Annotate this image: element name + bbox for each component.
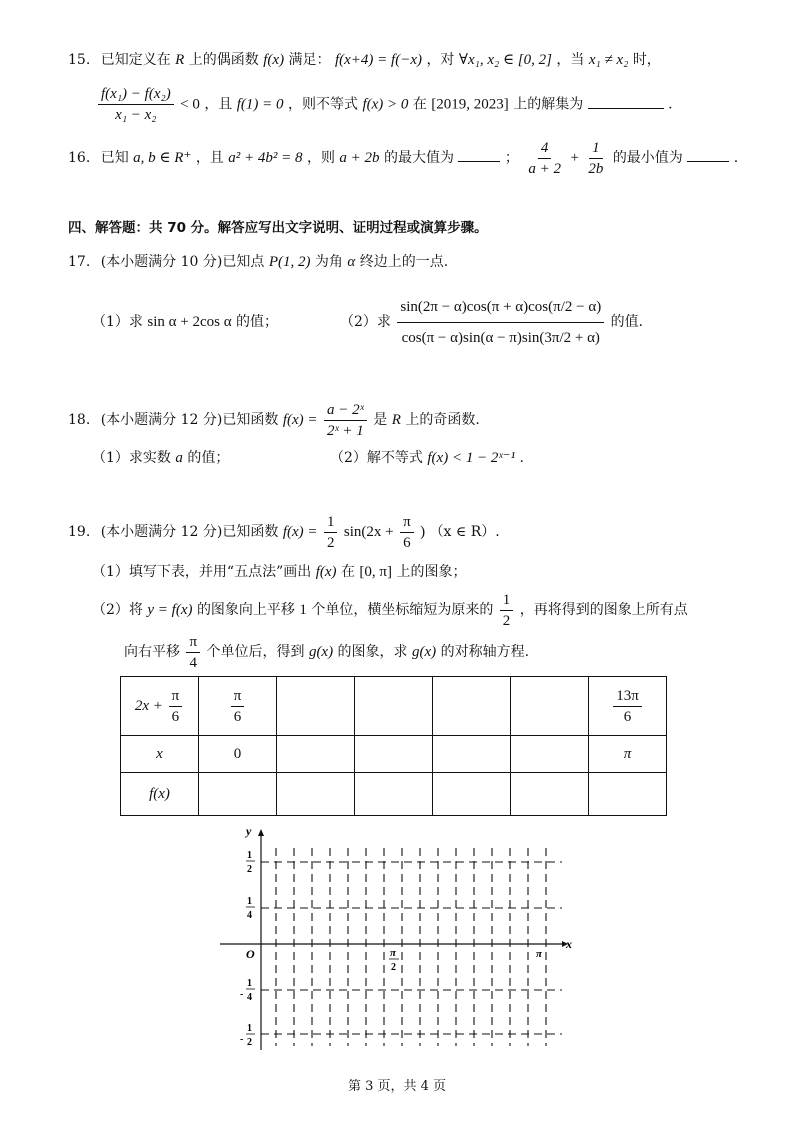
q18-part2 (330, 448, 524, 468)
tick-sign: - (240, 1034, 244, 1045)
text: ，再将得到的图象上所有点 (519, 602, 688, 618)
text: 已知 (100, 150, 129, 166)
text: 的最小值为 (612, 150, 683, 166)
y-tick-label (240, 1023, 255, 1048)
text: 向右平移 (124, 644, 180, 660)
denominator: 6 (623, 708, 632, 725)
text: 的值. (610, 314, 644, 330)
denominator: 6 (171, 708, 180, 725)
x-tick-label (389, 947, 399, 973)
fraction (500, 590, 514, 631)
table-cell-empty[interactable] (277, 736, 355, 773)
text: ，当 (556, 52, 585, 68)
denominator: 6 (233, 708, 242, 725)
fraction (231, 686, 245, 727)
table-cell: 0 (199, 736, 277, 773)
fraction (613, 686, 642, 727)
tick-denominator: 4 (247, 910, 252, 921)
text: (本小题满分 10 分)已知点 (100, 254, 265, 270)
coordinate-grid[interactable] (210, 822, 580, 1054)
denominator: 2ˣ + 1 (326, 422, 364, 439)
table-cell (589, 677, 667, 736)
table-cell-empty[interactable] (511, 677, 589, 736)
math: f(x+4) = f(−x) (334, 52, 422, 68)
x-axis-label: x (566, 937, 572, 951)
text: 是 (373, 412, 388, 428)
math: a + 2b (339, 150, 380, 166)
q19-part2-line1 (92, 588, 688, 632)
fraction (397, 292, 604, 353)
denominator: 2 (502, 612, 511, 629)
text: . (733, 150, 739, 166)
tick-numerator: 1 (247, 896, 252, 907)
text: 的图象，求 (337, 644, 408, 660)
math: f(x) = (282, 524, 318, 540)
math: ) (420, 524, 426, 540)
numerator: 4 (538, 138, 552, 159)
numerator: 13π (613, 686, 642, 707)
q17-part2 (340, 290, 643, 354)
text: 上的图象； (396, 564, 467, 580)
text: ，且 (195, 150, 224, 166)
denominator: x₁ − x₂ (115, 107, 157, 123)
answer-blank[interactable] (458, 147, 500, 162)
text: 上的解集为 (513, 96, 584, 113)
section-heading: 四、解答题：共 70 分。解答应写出文字说明、证明过程或演算步骤。 (68, 220, 488, 236)
table-cell-empty[interactable] (277, 677, 355, 736)
numerator: sin(2π − α)cos(π + α)cos(π/2 − α) (397, 292, 604, 323)
math: sin(2x + (343, 524, 394, 540)
text: (本小题满分 12 分)已知函数 (100, 524, 279, 540)
tick-denominator: 2 (247, 864, 252, 875)
text: 的对称轴方程. (440, 644, 530, 660)
question-number: 18. (68, 412, 91, 428)
math: g(x) (412, 644, 437, 660)
fraction (324, 512, 338, 553)
q17-part1 (92, 312, 278, 332)
math: f(x) > 0 (362, 96, 409, 113)
q19-header (68, 510, 500, 554)
q18-part1 (92, 448, 229, 468)
text: ，且 (204, 96, 233, 113)
text: （2）解不等式 (330, 450, 423, 466)
question-number: 15. (68, 52, 91, 68)
fraction (98, 84, 174, 125)
question-number: 17. (68, 254, 91, 270)
tick-numerator: 1 (247, 978, 252, 989)
text: 上的偶函数 (188, 52, 259, 68)
math: g(x) (308, 644, 334, 660)
text: 在 (340, 564, 355, 580)
answer-blank[interactable] (687, 147, 729, 162)
fraction (169, 686, 183, 727)
text: （1）求 (92, 314, 143, 330)
text: (本小题满分 12 分)已知函数 (100, 412, 279, 428)
text: 上的奇函数. (405, 412, 480, 428)
denominator: cos(π − α)sin(α − π)sin(3π/2 + α) (401, 329, 600, 346)
tick-denominator: 2 (391, 962, 396, 973)
fraction (525, 138, 564, 179)
math: 1 (299, 602, 307, 618)
numerator: π (186, 632, 200, 653)
denominator: 2 (326, 534, 335, 551)
text: （2）将 (92, 602, 143, 618)
five-point-table (120, 676, 667, 816)
math: + (570, 150, 579, 166)
math: a, b ∈ R⁺ (133, 150, 192, 166)
math: x₁ ≠ x₂ (588, 52, 629, 68)
table-cell (199, 677, 277, 736)
q18-header (68, 398, 480, 442)
q19-part1 (92, 562, 466, 582)
numerator: π (231, 686, 245, 707)
tick-numerator: π (390, 947, 397, 959)
y-tick-label (240, 978, 255, 1003)
numerator: π (400, 512, 414, 533)
x-tick-label: π (536, 948, 543, 960)
fraction (186, 632, 200, 673)
text: （1）填写下表，并用“五点法”画出 (92, 564, 312, 580)
text: （2）求 (340, 314, 391, 330)
tick-numerator: 1 (247, 1023, 252, 1034)
math: f(x) = (282, 412, 318, 428)
fraction (585, 138, 606, 179)
table-cell-empty[interactable] (511, 773, 589, 816)
q19-part2-line2 (124, 630, 529, 674)
text: （x ∈ R）. (429, 524, 500, 540)
math: a (175, 450, 183, 466)
table-cell: π (589, 736, 667, 773)
numerator: 1 (500, 590, 514, 611)
numerator: π (169, 686, 183, 707)
denominator: a + 2 (528, 160, 561, 177)
math: a² + 4b² = 8 (228, 150, 303, 166)
denominator: 2b (588, 160, 604, 177)
text: 个单位后，得到 (206, 644, 305, 660)
text: 在 (412, 96, 427, 113)
denominator: 6 (403, 534, 411, 551)
table-cell-empty[interactable] (589, 773, 667, 816)
text: ； (504, 150, 519, 166)
math: P(1, 2) (268, 254, 311, 270)
math: sin α + 2cos α (147, 314, 232, 330)
text: ，则不等式 (288, 96, 358, 113)
table-cell-empty[interactable] (355, 677, 433, 736)
math: y = f(x) (147, 602, 193, 618)
y-tick-label (246, 850, 255, 875)
y-axis-label: y (246, 824, 252, 838)
table-cell-empty[interactable] (433, 773, 511, 816)
text: 的值； (187, 450, 230, 466)
math: f(x) (263, 52, 285, 68)
grid-lines (261, 848, 562, 1046)
text: 终边上的一点. (359, 254, 449, 270)
page-footer: 第 3 页，共 4 页 (347, 1079, 447, 1094)
text: . (519, 450, 524, 466)
text: 满足： (288, 52, 331, 68)
math: [0, π] (359, 564, 392, 580)
question-number: 19. (68, 524, 91, 540)
tick-sign: - (240, 989, 244, 1000)
origin-label: O (246, 947, 255, 961)
math: R (175, 52, 185, 68)
text: 时， (632, 52, 661, 68)
math: [2019, 2023] (431, 96, 509, 113)
numerator: 1 (589, 138, 603, 159)
tick-denominator: 2 (247, 1037, 252, 1048)
table-cell-empty[interactable] (199, 773, 277, 816)
text: 为角 (314, 254, 343, 270)
math: α (347, 254, 356, 270)
answer-blank[interactable] (588, 94, 664, 109)
table-cell-empty[interactable] (433, 736, 511, 773)
text: 的最大值为 (384, 150, 454, 166)
q17-header (68, 252, 448, 272)
text: ，则 (306, 150, 335, 166)
math: R (391, 412, 401, 428)
table-cell-empty[interactable] (355, 773, 433, 816)
table-cell-empty[interactable] (277, 773, 355, 816)
q15-line2 (96, 84, 673, 125)
table-row (121, 736, 667, 773)
table-row (121, 677, 667, 736)
y-tick-label (246, 896, 255, 921)
table-cell-empty[interactable] (511, 736, 589, 773)
numerator: 1 (324, 512, 338, 533)
text: 个单位，横坐标缩短为原来的 (311, 602, 494, 618)
fraction (324, 400, 367, 441)
q15-line1 (68, 50, 661, 70)
math: ∀x₁, x₂ ∈ [0, 2] (458, 52, 552, 68)
text: ，对 (426, 52, 455, 68)
tick-denominator: 4 (247, 992, 252, 1003)
q16-line (68, 136, 738, 180)
table-cell-label: f(x) (121, 773, 199, 816)
table-cell-label: x (121, 736, 199, 773)
math: 2x + (134, 697, 163, 714)
table-cell-empty[interactable] (355, 736, 433, 773)
tick-numerator: 1 (247, 850, 252, 861)
numerator: a − 2ˣ (324, 400, 367, 421)
y-axis-arrow (258, 829, 264, 836)
text: . (668, 96, 673, 113)
math: f(x) (315, 564, 337, 580)
numerator: f(x₁) − f(x₂) (98, 84, 174, 105)
math: f(1) = 0 (236, 96, 284, 113)
math: f(x) < 1 − 2ˣ⁻¹ (427, 450, 516, 466)
denominator: 4 (189, 654, 197, 671)
table-cell-empty[interactable] (433, 677, 511, 736)
table-cell-label (121, 677, 199, 736)
math: < 0 (180, 96, 200, 113)
text: 的图象向上平移 (196, 602, 295, 618)
text: 已知定义在 (100, 52, 171, 68)
fraction (400, 512, 414, 553)
question-number: 16. (68, 150, 91, 166)
table-row (121, 773, 667, 816)
text: （1）求实数 (92, 450, 171, 466)
text: 的值； (236, 314, 279, 330)
